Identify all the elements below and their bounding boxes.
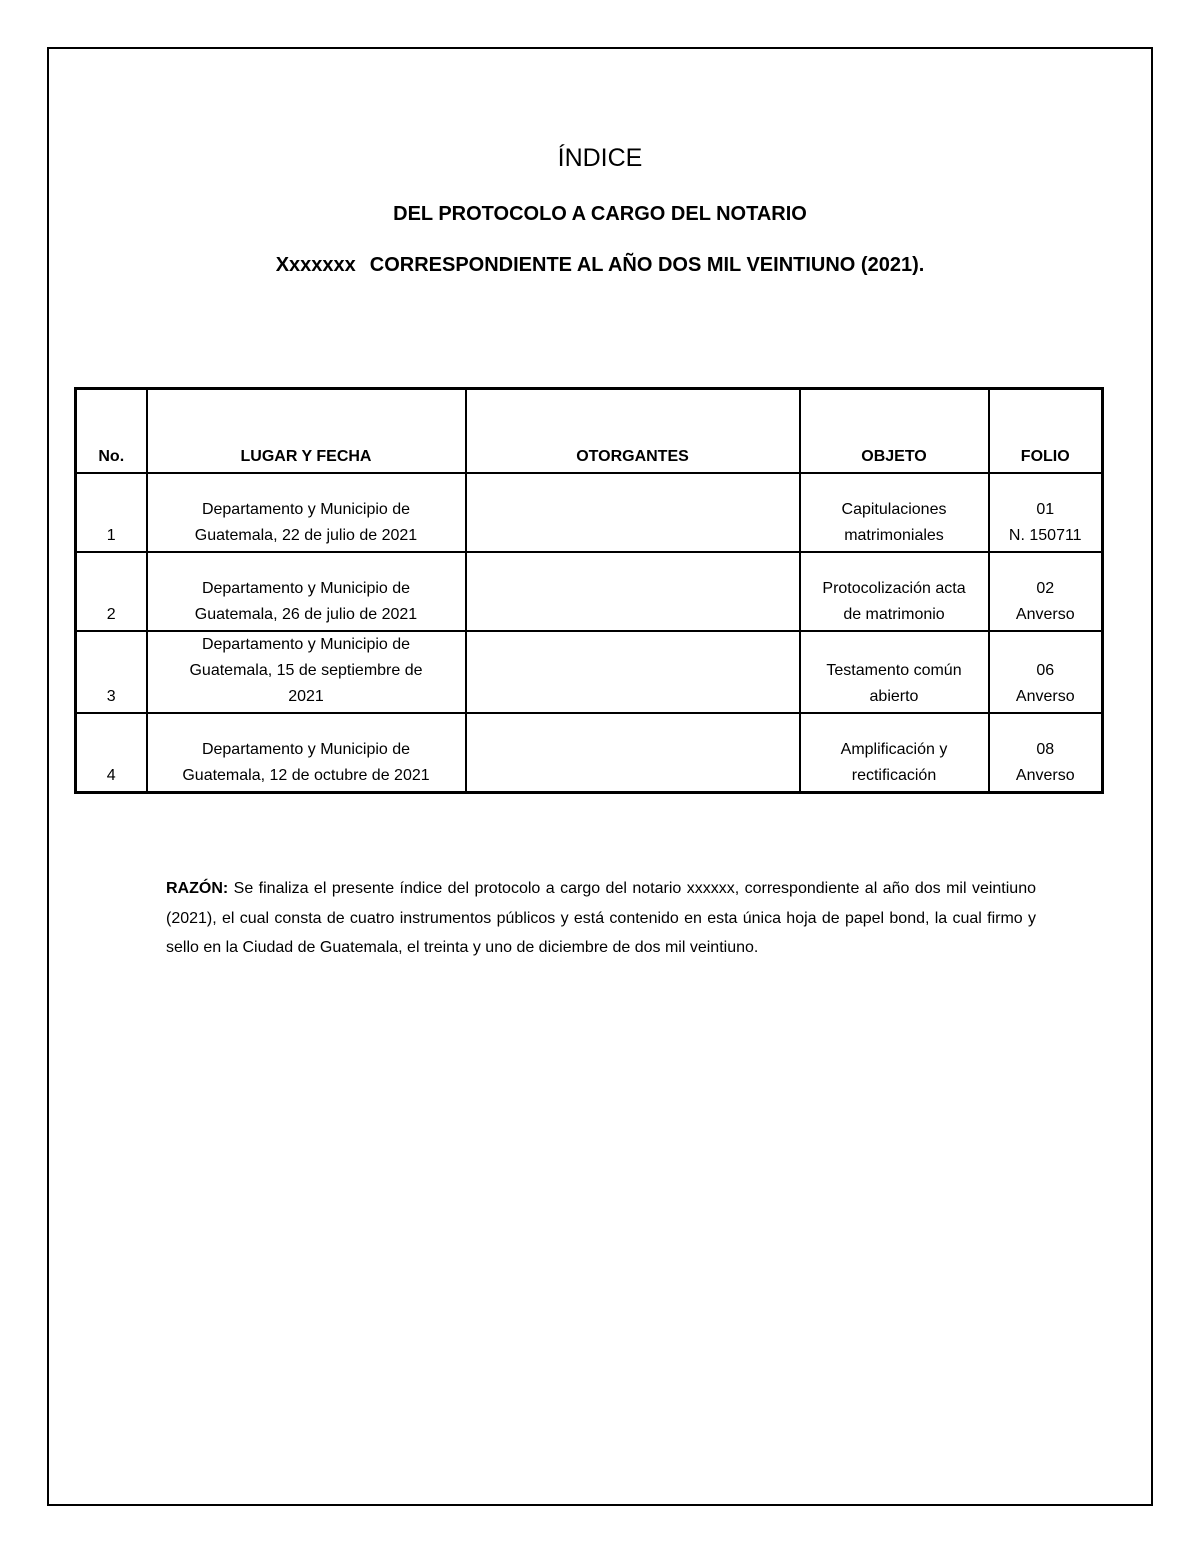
column-header-folio: FOLIO — [989, 389, 1103, 474]
cell-line: Departamento y Municipio de — [201, 580, 411, 597]
cell-line: rectificación — [851, 767, 937, 784]
cell-folio — [989, 631, 1103, 713]
closing-statement-label: RAZÓN: — [166, 880, 229, 897]
cell-line: Guatemala, 15 de septiembre de — [189, 662, 423, 679]
column-header-lugar-fecha: LUGAR Y FECHA — [147, 389, 466, 474]
table-row — [76, 552, 1103, 631]
cell-otorgantes — [466, 552, 800, 631]
cell-line: Departamento y Municipio de — [201, 501, 411, 518]
cell-line: 02 — [1036, 580, 1055, 597]
document-subtitle: DEL PROTOCOLO A CARGO DEL NOTARIO — [393, 203, 807, 225]
cell-line: Capitulaciones — [841, 501, 947, 518]
cell-line: matrimoniales — [844, 527, 944, 544]
cell-objeto — [800, 631, 989, 713]
column-header-objeto: OBJETO — [800, 389, 989, 474]
cell-line: Amplificación y — [840, 741, 948, 758]
cell-folio — [989, 473, 1103, 552]
cell-otorgantes — [466, 473, 800, 552]
cell-objeto — [800, 713, 989, 793]
cell-otorgantes — [466, 631, 800, 713]
cell-line: Anverso — [1015, 606, 1075, 623]
cell-line: Anverso — [1015, 767, 1075, 784]
closing-statement-text: Se finaliza el presente índice del protocolo a cargo del notario xxxxxx, correspondiente al año dos mil veintiuno (2021), el cual consta de cuatro instrumentos públicos y está contenido en esta única hoja de papel bond, la cual firmo y sello en la Ciudad de Guatemala, el treinta y uno de diciembre de dos mil veintiuno. — [166, 880, 1037, 956]
table-row — [76, 713, 1103, 793]
cell-line: abierto — [869, 688, 919, 705]
cell-objeto — [800, 473, 989, 552]
table-row — [76, 631, 1103, 713]
cell-objeto — [800, 552, 989, 631]
cell-no: 2 — [76, 552, 147, 631]
cell-lugar-fecha — [147, 552, 466, 631]
cell-no: 4 — [76, 713, 147, 793]
cell-line: de matrimonio — [843, 606, 945, 623]
cell-otorgantes — [466, 713, 800, 793]
cell-no: 3 — [76, 631, 147, 713]
cell-line: Departamento y Municipio de — [201, 636, 411, 653]
cell-line: Testamento común — [826, 662, 962, 679]
cell-folio — [989, 552, 1103, 631]
cell-lugar-fecha — [147, 473, 466, 552]
closing-statement — [166, 874, 1036, 963]
cell-lugar-fecha — [147, 631, 466, 713]
document-title: ÍNDICE — [557, 144, 643, 172]
cell-line: Departamento y Municipio de — [201, 741, 411, 758]
cell-line: Guatemala, 26 de julio de 2021 — [194, 606, 418, 623]
document-subtitle-line-2 — [0, 254, 1200, 277]
cell-line: N. 150711 — [1008, 527, 1082, 544]
cell-line: 2021 — [288, 688, 324, 705]
cell-line: Guatemala, 12 de octubre de 2021 — [182, 767, 430, 784]
cell-line: 08 — [1036, 741, 1055, 758]
cell-line: 06 — [1036, 662, 1055, 679]
column-header-otorgantes: OTORGANTES — [466, 389, 800, 474]
cell-lugar-fecha — [147, 713, 466, 793]
cell-folio — [989, 713, 1103, 793]
cell-no: 1 — [76, 473, 147, 552]
cell-line: Guatemala, 22 de julio de 2021 — [194, 527, 418, 544]
cell-line: Protocolización acta — [822, 580, 966, 597]
protocol-index-table — [74, 387, 1104, 794]
notary-name-placeholder: Xxxxxxx — [275, 254, 356, 276]
column-header-no: No. — [76, 389, 147, 474]
cell-line: Anverso — [1015, 688, 1075, 705]
cell-line: 01 — [1036, 501, 1055, 518]
year-statement: CORRESPONDIENTE AL AÑO DOS MIL VEINTIUNO (2021). — [369, 254, 925, 276]
table-row — [76, 473, 1103, 552]
table-header-row — [76, 389, 1103, 474]
